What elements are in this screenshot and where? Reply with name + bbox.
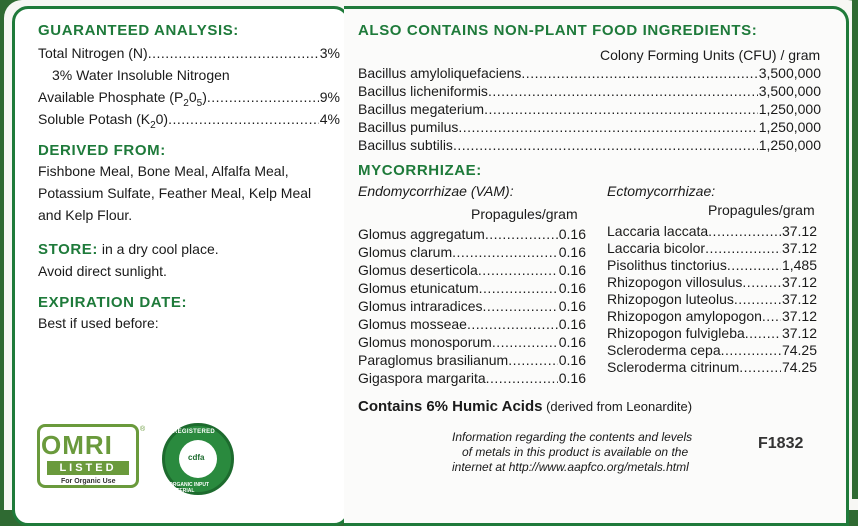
derived-from-line-1: Fishbone Meal, Bone Meal, Alfalfa Meal, bbox=[38, 163, 289, 179]
ecto-row: Scleroderma citrinum ..... 74.25 bbox=[607, 359, 817, 375]
ecto-row: Rhizopogon fulvigleba ..... 37.12 bbox=[607, 325, 817, 341]
endo-row: Glomus etunicatum ..... 0.16 bbox=[358, 280, 586, 296]
cdfa-organic: ORGANIC INPUT MATERIAL bbox=[169, 482, 209, 494]
omri-logo bbox=[37, 424, 147, 496]
endo-row: Glomus aggregatum ..... 0.16 bbox=[358, 226, 586, 242]
bacillus-row: Bacillus subtilis ..... 1,250,000 bbox=[358, 137, 821, 153]
humic-acids-source: (derived from Leonardite) bbox=[542, 399, 693, 414]
ecto-unit: Propagules/gram bbox=[708, 202, 815, 218]
endo-row: Glomus mosseae ..... 0.16 bbox=[358, 316, 586, 332]
bacillus-row: Bacillus megaterium ..... 1,250,000 bbox=[358, 101, 821, 117]
product-code: F1832 bbox=[758, 435, 804, 452]
bacillus-row: Bacillus licheniformis ..... 3,500,000 bbox=[358, 83, 821, 99]
expiration-text: Best if used before: bbox=[38, 315, 159, 331]
analysis-row-phosphate: Available Phosphate $(P_20_5)$ ..... 9% bbox=[38, 89, 340, 109]
store-heading: STORE: bbox=[38, 241, 98, 258]
ecto-row: Rhizopogon amylopogon ..... 37.12 bbox=[607, 308, 817, 324]
derived-from-line-3: and Kelp Flour. bbox=[38, 207, 133, 223]
bacillus-row: Bacillus amyloliquefaciens ..... 3,500,000 bbox=[358, 65, 821, 81]
analysis-row-nitrogen: Total Nitrogen (N) ..... 3% bbox=[38, 45, 340, 61]
metals-line-1: Information regarding the contents and levels bbox=[452, 430, 693, 444]
cdfa-registered: REGISTERED bbox=[173, 429, 216, 435]
cdfa-logo bbox=[162, 423, 234, 495]
endo-title: Endomycorrhizae (VAM): bbox=[358, 183, 514, 199]
endo-row: Glomus intraradices ..... 0.16 bbox=[358, 298, 586, 314]
endo-unit: Propagules/gram bbox=[471, 206, 578, 222]
metals-line-3: internet at http://www.aapfco.org/metals.html bbox=[452, 460, 689, 474]
guaranteed-analysis-heading: GUARANTEED ANALYSIS: bbox=[38, 22, 239, 39]
endo-row: Glomus clarum ..... 0.16 bbox=[358, 244, 586, 260]
bacillus-row: Bacillus pumilus ..... 1,250,000 bbox=[358, 119, 821, 135]
omri-use: For Organic Use bbox=[61, 478, 116, 485]
store-line: STORE: in a dry cool place. bbox=[38, 241, 219, 258]
omri-registered-mark: ® bbox=[140, 426, 146, 433]
store-line-2: Avoid direct sunlight. bbox=[38, 263, 167, 279]
ecto-row: Laccaria laccata ..... 37.12 bbox=[607, 223, 817, 239]
background-edge bbox=[852, 0, 858, 499]
omri-listed: LISTED bbox=[47, 461, 129, 475]
metals-line-2: of metals in this product is available on the bbox=[462, 445, 689, 459]
ecto-row: Laccaria bicolor ..... 37.12 bbox=[607, 240, 817, 256]
endo-row: Glomus deserticola ..... 0.16 bbox=[358, 262, 586, 278]
humic-acids-bold: Contains 6% Humic Acids bbox=[358, 398, 543, 415]
endo-row: Paraglomus brasilianum ..... 0.16 bbox=[358, 352, 586, 368]
omri-word: OMRI bbox=[41, 430, 113, 460]
ecto-row: Pisolithus tinctorius ..... 1,485 bbox=[607, 257, 817, 273]
derived-from-line-2: Potassium Sulfate, Feather Meal, Kelp Meal bbox=[38, 185, 312, 201]
ecto-row: Scleroderma cepa ..... 74.25 bbox=[607, 342, 817, 358]
analysis-row-potash: Soluble Potash $(K_20)$ ..... 4% bbox=[38, 111, 340, 131]
analysis-row-water-insoluble: 3% Water Insoluble Nitrogen bbox=[52, 67, 230, 83]
expiration-heading: EXPIRATION DATE: bbox=[38, 294, 188, 311]
humic-acids-line bbox=[358, 398, 692, 415]
ecto-row: Rhizopogon villosulus ..... 37.12 bbox=[607, 274, 817, 290]
cdfa-word: cdfa bbox=[188, 453, 205, 462]
derived-from-heading: DERIVED FROM: bbox=[38, 142, 166, 159]
ecto-title: Ectomycorrhizae: bbox=[607, 183, 716, 199]
endo-row: Gigaspora margarita ..... 0.16 bbox=[358, 370, 586, 386]
cfu-unit: Colony Forming Units (CFU) / gram bbox=[600, 47, 821, 63]
ecto-row: Rhizopogon luteolus ..... 37.12 bbox=[607, 291, 817, 307]
endo-row: Glomus monosporum ..... 0.16 bbox=[358, 334, 586, 350]
non-plant-heading: ALSO CONTAINS NON-PLANT FOOD INGREDIENTS: bbox=[358, 22, 758, 39]
mycorrhizae-heading: MYCORRHIZAE: bbox=[358, 162, 482, 179]
